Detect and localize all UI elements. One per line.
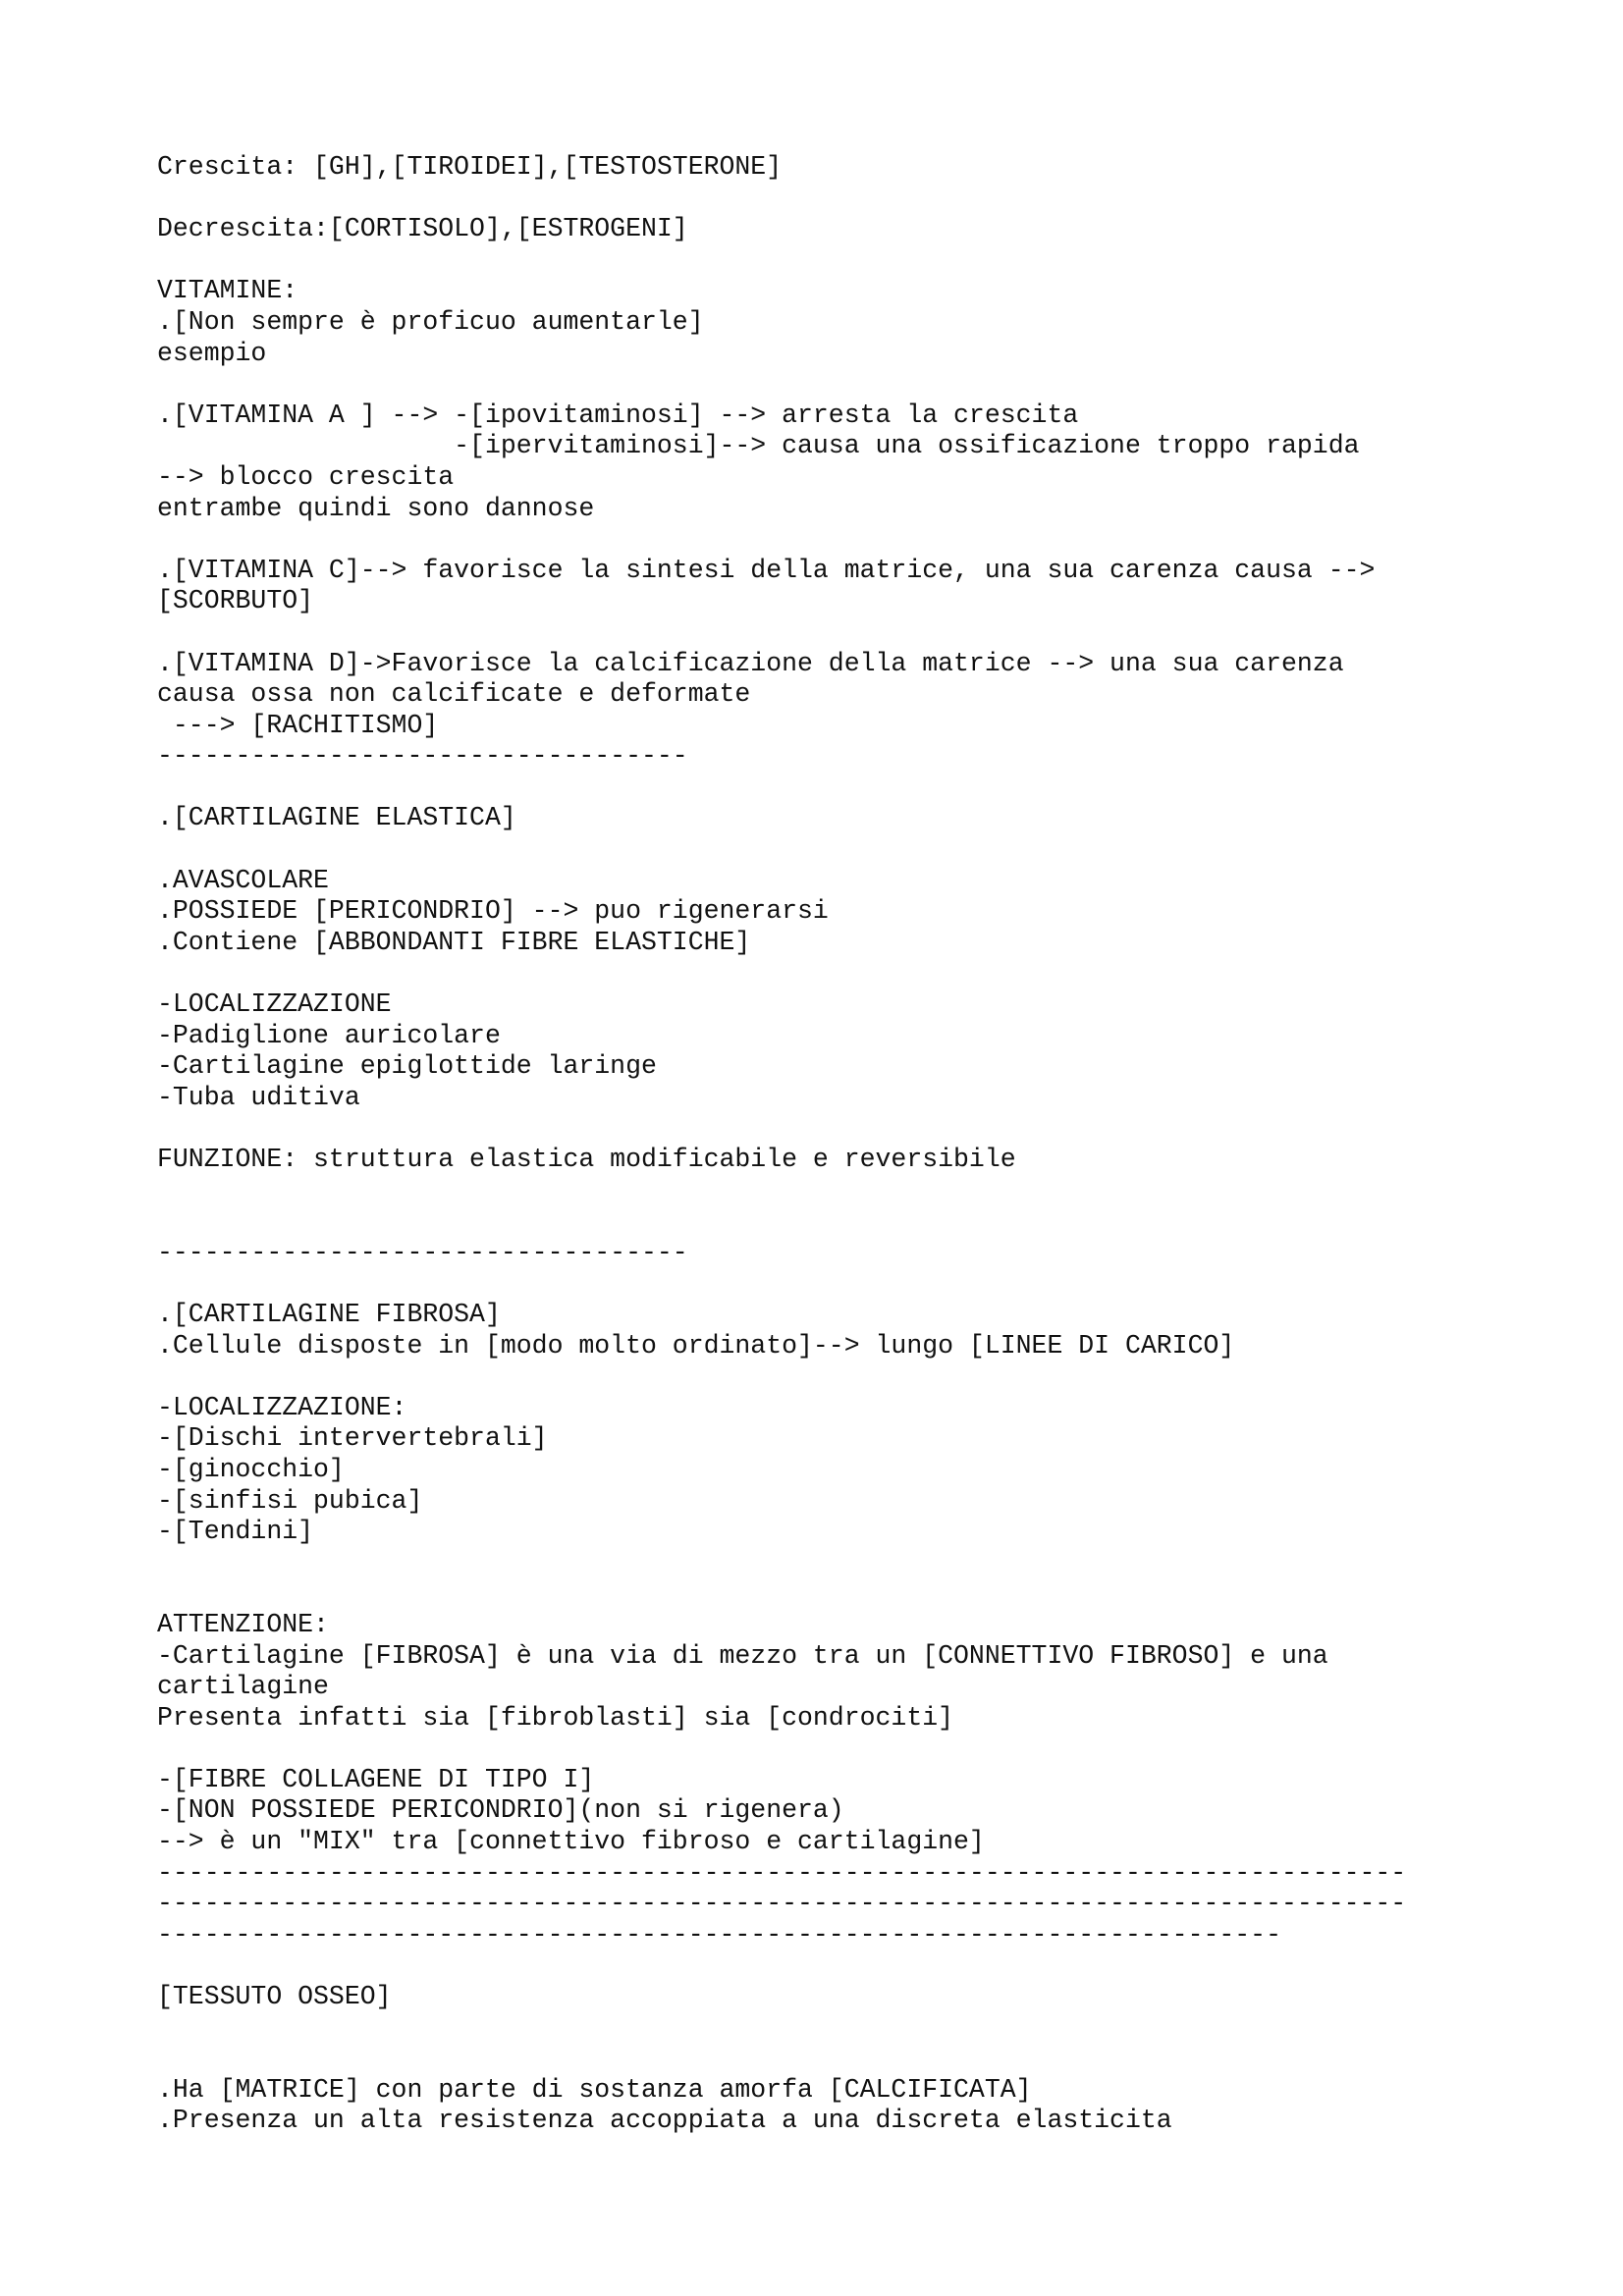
text-line: entrambe quindi sono dannose	[157, 493, 595, 523]
text-line: esempio	[157, 338, 267, 368]
text-line: .POSSIEDE [PERICONDRIO] --> puo rigenerarsi	[157, 896, 829, 927]
text-line: ---> [RACHITISMO]	[157, 710, 439, 740]
text-line: --> è un "MIX" tra [connettivo fibroso e cartilagine]	[157, 1827, 985, 1857]
text-line: [TESSUTO OSSEO]	[157, 1982, 392, 2012]
text-line: .Cellule disposte in [modo molto ordinato]--> lungo [LINEE DI CARICO]	[157, 1330, 1235, 1361]
blank-line	[157, 1113, 1532, 1145]
text-line: -[ipervitaminosi]--> causa una ossificazione troppo rapida	[157, 431, 1360, 461]
text-line: ----------------------------------	[157, 1237, 688, 1267]
text-line: .[CARTILAGINE FIBROSA]	[157, 1299, 501, 1329]
text-line: .Ha [MATRICE] con parte di sostanza amorfa [CALCIFICATA]	[157, 2074, 1032, 2105]
blank-line	[157, 1362, 1532, 1393]
text-line: cartilagine	[157, 1672, 329, 1702]
blank-line	[157, 958, 1532, 989]
text-line: [SCORBUTO]	[157, 586, 314, 616]
text-line: -[ginocchio]	[157, 1454, 345, 1484]
text-line: -[FIBRE COLLAGENE DI TIPO I]	[157, 1764, 595, 1794]
text-line: .[VITAMINA D]->Favorisce la calcificazione della matrice --> una sua carenza	[157, 648, 1344, 678]
blank-line	[157, 524, 1532, 556]
text-line: --> blocco crescita	[157, 461, 455, 492]
text-line: ------------------------------------------------------------------------	[157, 1919, 1281, 1949]
text-line: .[CARTILAGINE ELASTICA]	[157, 803, 516, 833]
blank-line	[157, 1206, 1532, 1238]
text-line: Crescita: [GH],[TIROIDEI],[TESTOSTERONE]	[157, 152, 783, 182]
text-line: .Contiene [ABBONDANTI FIBRE ELASTICHE]	[157, 927, 751, 957]
text-line: ATTENZIONE:	[157, 1609, 329, 1639]
text-line: ----------------------------------	[157, 741, 688, 772]
text-line: --------------------------------------------------------------------------------	[157, 1889, 1407, 1919]
document-text	[157, 152, 1532, 2137]
blank-line	[157, 1734, 1532, 1765]
blank-line	[157, 369, 1532, 400]
blank-line	[157, 617, 1532, 649]
blank-line	[157, 1578, 1532, 1610]
text-line: Presenta infatti sia [fibroblasti] sia [condrociti]	[157, 1702, 954, 1733]
text-line: causa ossa non calcificate e deformate	[157, 679, 751, 710]
text-line: -LOCALIZZAZIONE:	[157, 1392, 407, 1422]
text-line: FUNZIONE: struttura elastica modificabile e reversibile	[157, 1145, 1016, 1174]
blank-line	[157, 1176, 1532, 1207]
text-line: .Presenza un alta resistenza accoppiata a una discreta elasticita	[157, 2106, 1172, 2136]
text-line: --------------------------------------------------------------------------------	[157, 1857, 1407, 1888]
text-line: .[Non sempre è proficuo aumentarle]	[157, 306, 704, 337]
text-line: .[VITAMINA C]--> favorisce la sintesi della matrice, una sua carenza causa -->	[157, 555, 1376, 585]
text-line: -[Tendini]	[157, 1517, 314, 1547]
blank-line	[157, 2044, 1532, 2075]
text-line: VITAMINE:	[157, 276, 298, 306]
text-line: Decrescita:[CORTISOLO],[ESTROGENI]	[157, 214, 688, 244]
text-line: -LOCALIZZAZIONE	[157, 989, 392, 1020]
blank-line	[157, 245, 1532, 277]
blank-line	[157, 1950, 1532, 1982]
blank-line	[157, 834, 1532, 866]
text-line: -[NON POSSIEDE PERICONDRIO](non si rigenera)	[157, 1795, 844, 1826]
text-line: -[Dischi intervertebrali]	[157, 1423, 548, 1454]
text-line: .AVASCOLARE	[157, 865, 329, 895]
blank-line	[157, 2013, 1532, 2045]
blank-line	[157, 1268, 1532, 1300]
text-line: -Cartilagine [FIBROSA] è una via di mezzo tra un [CONNETTIVO FIBROSO] e una	[157, 1640, 1328, 1671]
text-line: -Cartilagine epiglottide laringe	[157, 1051, 657, 1082]
text-line: .[VITAMINA A ] --> -[ipovitaminosi] --> arresta la crescita	[157, 400, 1079, 430]
text-line: -Tuba uditiva	[157, 1082, 360, 1112]
text-line: -Padiglione auricolare	[157, 1020, 501, 1050]
blank-line	[157, 184, 1532, 215]
blank-line	[157, 773, 1532, 804]
blank-line	[157, 1548, 1532, 1579]
text-line: -[sinfisi pubica]	[157, 1485, 423, 1516]
